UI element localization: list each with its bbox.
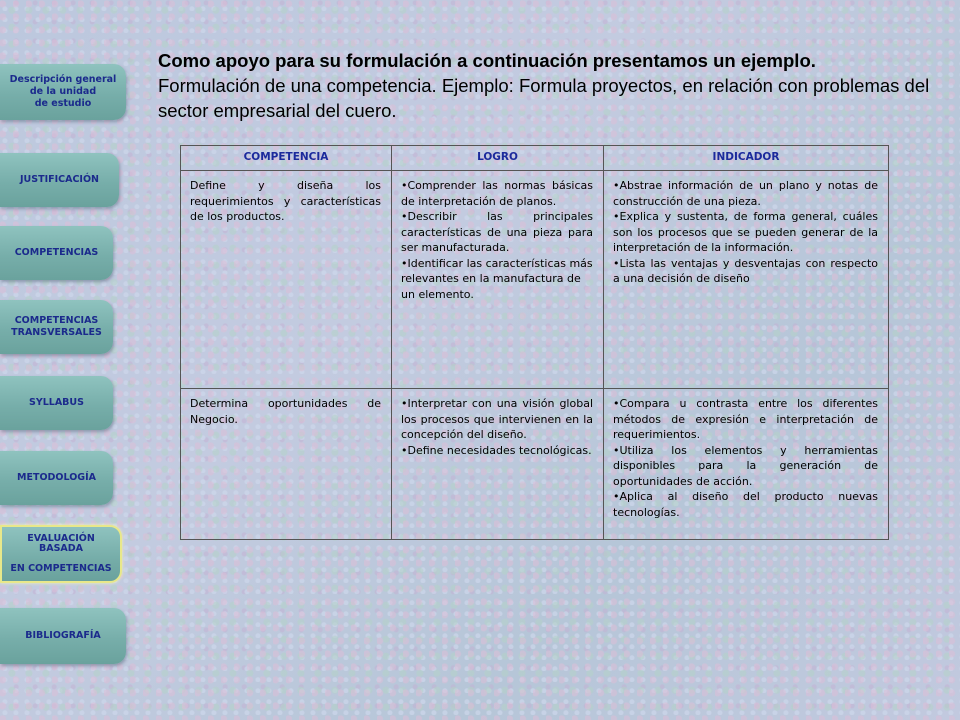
nav-button-label: EVALUACIÓN BASADA EN COMPETENCIAS: [10, 533, 112, 574]
cell-indicador: [604, 171, 889, 389]
table-header-row: [181, 146, 889, 171]
nav-button-label: COMPETENCIAS: [14, 247, 99, 258]
logro-list: [401, 396, 593, 458]
nav-button-label: COMPETENCIAS TRANSVERSALES: [11, 315, 102, 338]
nav-button-syllabus[interactable]: [0, 376, 113, 430]
list-item: • Aplica al diseño del producto nuevas tecnologías.: [613, 489, 878, 520]
header-indicador: INDICADOR: [604, 146, 889, 171]
logro-list: [401, 178, 593, 302]
indicador-list: [613, 396, 878, 520]
cell-logro: [392, 171, 604, 389]
list-item: • Interpretar con una visión global los procesos que intervienen en la concepción del diseño.: [401, 396, 593, 443]
list-item: • Identificar las características más relevantes en la manufactura de un elemento.: [401, 256, 593, 303]
nav-button-label: Descripción general de la unidad de estudio: [9, 74, 117, 109]
nav-button-label: SYLLABUS: [29, 397, 84, 408]
table-row: [181, 171, 889, 389]
nav-button-evaluacion-basada-en-competencias[interactable]: [0, 525, 122, 583]
nav-button-label: BIBLIOGRAFÍA: [25, 630, 101, 641]
cell-logro: [392, 389, 604, 540]
indicador-list: [613, 178, 878, 287]
heading-example-text: Formulación de una competencia. Ejemplo: Formula proyectos, en relación con problemas del sector empresarial del cuero.: [158, 75, 930, 121]
nav-button-metodologia[interactable]: [0, 451, 113, 505]
cell-indicador: [604, 389, 889, 540]
list-item: • Comprender las normas básicas de interpretación de planos.: [401, 178, 593, 209]
cell-competencia: Determina oportunidades de Negocio.: [181, 389, 392, 540]
list-item: • Lista las ventajas y desventajas con respecto a una decisión de diseño: [613, 256, 878, 287]
nav-button-competencias-transversales[interactable]: [0, 300, 113, 354]
list-item: • Define necesidades tecnológicas.: [401, 443, 593, 459]
page-heading: [158, 48, 938, 123]
list-item: • Compara u contrasta entre los diferentes métodos de expresión e interpretación de requerimientos.: [613, 396, 878, 443]
nav-button-descripcion-general[interactable]: [0, 64, 126, 120]
nav-button-bibliografia[interactable]: [0, 608, 126, 664]
cell-competencia: Define y diseña los requerimientos y características de los productos.: [181, 171, 392, 389]
header-competencia: COMPETENCIA: [181, 146, 392, 171]
table-row: [181, 389, 889, 540]
heading-bold-line: Como apoyo para su formulación a continuación presentamos un ejemplo.: [158, 50, 816, 71]
list-item: • Abstrae información de un plano y notas de construcción de una pieza.: [613, 178, 878, 209]
nav-button-label: JUSTIFICACIÓN: [20, 174, 99, 185]
competency-table: [180, 145, 889, 540]
list-item: • Explica y sustenta, de forma general, cuáles son los procesos que se pueden generar de la interpretación de la información.: [613, 209, 878, 256]
nav-button-competencias[interactable]: [0, 226, 113, 280]
list-item: • Utiliza los elementos y herramientas disponibles para la generación de oportunidades de acción.: [613, 443, 878, 490]
list-item: • Describir las principales características de una pieza para ser manufacturada.: [401, 209, 593, 256]
header-logro: LOGRO: [392, 146, 604, 171]
nav-button-label: METODOLOGÍA: [17, 472, 96, 483]
nav-button-justificacion[interactable]: [0, 153, 119, 207]
